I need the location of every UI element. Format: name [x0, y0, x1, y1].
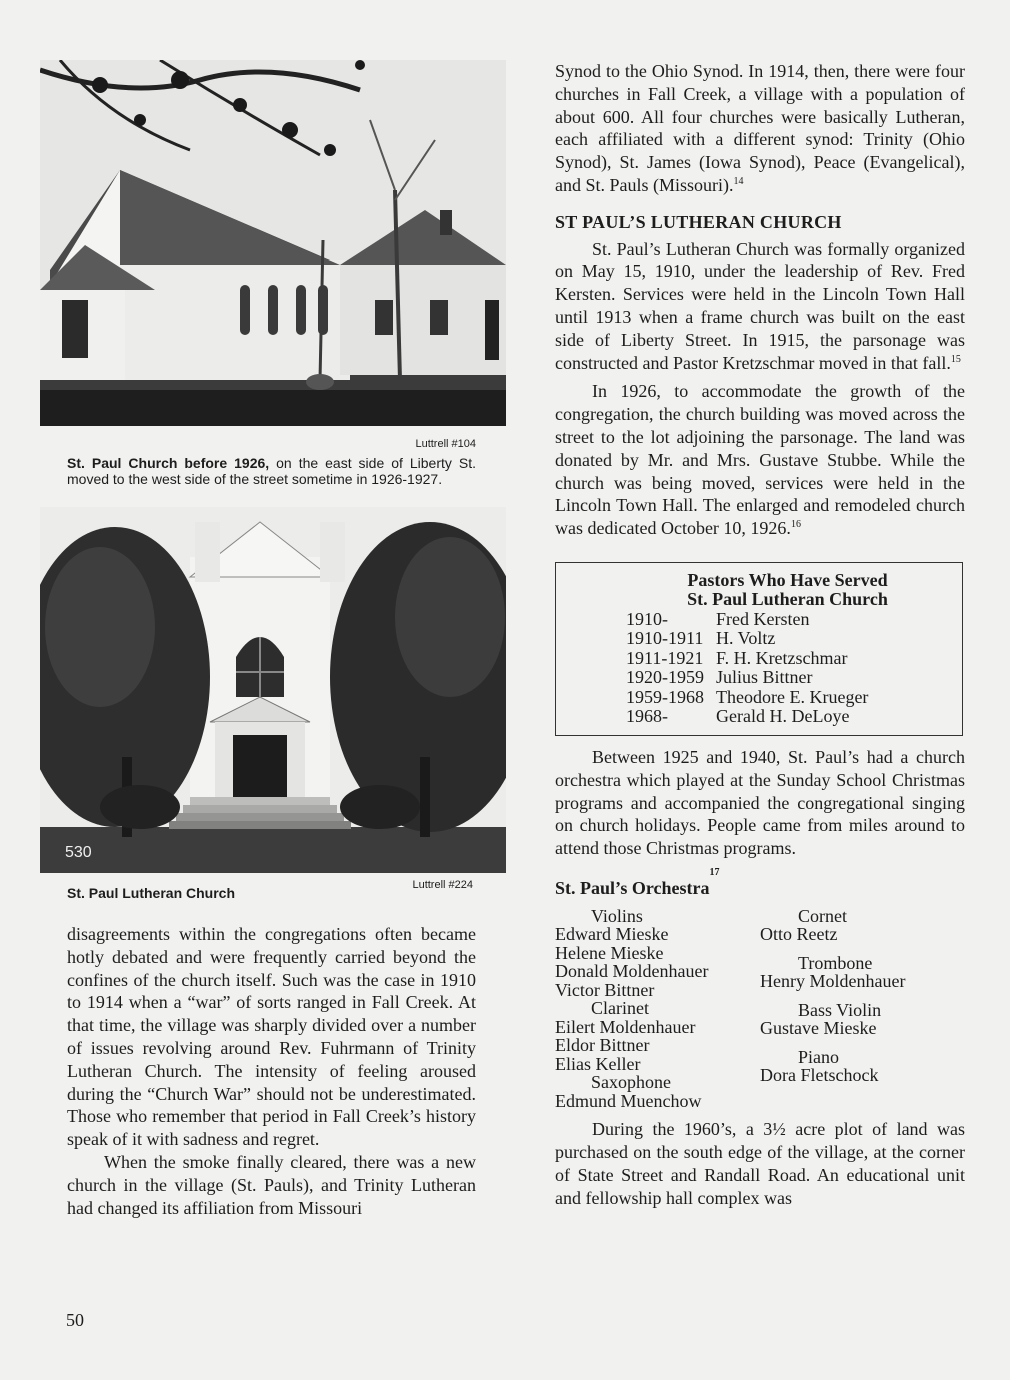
footnote-16: 16	[790, 519, 801, 531]
cornet-heading: Cornet	[798, 905, 847, 926]
musician-name: Gustave Mieske	[760, 1018, 877, 1039]
right-paragraph-1	[555, 60, 965, 197]
photo-old-church	[40, 60, 506, 426]
musician-name: Elias Keller	[555, 1053, 641, 1074]
orchestra-column-2	[760, 907, 965, 1111]
musician-name: Eldor Bittner	[555, 1035, 650, 1056]
pastors-box	[555, 562, 963, 736]
pastor-row	[626, 688, 962, 708]
right-paragraph-3-text: In 1926, to accommodate the growth of the congregation, the church building was moved across the street to the lot adjoining the parsonage. The land was donated by Mr. and Mrs. Gustave Stubbe. While the church was being moved, services were held in the Lincoln Town Hall. The enlarged and remodeled church was dedicated October 10, 1926.	[555, 381, 965, 539]
musician-name: Edmund Muenchow	[555, 1090, 702, 1111]
pastors-list	[626, 610, 962, 727]
old-church-illustration	[40, 60, 506, 426]
pastor-row	[626, 649, 962, 669]
right-paragraph-1-text: Synod to the Ohio Synod. In 1914, then, there were four churches in Fall Creek, a village with a population of about 600. All four churches were basically Lutheran, each affiliated with a different synod: Trinity (Ohio Synod), St. James (Iowa Synod), Peace (Evangelical), and St. Pauls (Missouri).	[555, 61, 965, 195]
right-paragraph-4: Between 1925 and 1940, St. Paul’s had a church orchestra which played at the Sunday School Christmas programs and accompanied the congregational singing on church holidays. People came from miles around to attend those Christmas programs.	[555, 746, 965, 859]
photo2-caption: St. Paul Lutheran Church	[67, 885, 236, 901]
left-paragraph-2: When the smoke finally cleared, there was a new church in the village (St. Pauls), and Trinity Lutheran had changed its affiliation from Missouri	[67, 1151, 476, 1218]
photo2-neg-number: 530	[65, 844, 92, 861]
violins-heading: Violins	[591, 905, 643, 926]
pastor-years: 1968-	[626, 706, 668, 727]
pastor-row	[626, 629, 962, 649]
pastor-name: Fred Kersten	[716, 608, 810, 629]
musician-name: Edward Mieske	[555, 924, 669, 945]
photo2-caption-row	[40, 879, 506, 901]
musician-name: Otto Reetz	[760, 924, 838, 945]
right-body-text	[555, 60, 965, 540]
left-paragraph-1: disagreements within the congregations often became hotly debated and were frequently carried beyond the confines of the church itself. Such was the case in 1910 to 1914 when a “war” of sorts ranged in Fall Creek. At that time, the village was sharply divided over a number of issues revolving around Rev. Fuhrmann of Trinity Lutheran Church. The intensity of feeling aroused during the “Church War” should not be underestimated. Those who remember that period in Fall Creek’s history speak of it with sadness and regret.	[67, 924, 476, 1150]
pastors-title-1: Pastors Who Have Served	[687, 569, 888, 590]
section-heading: ST PAUL’S LUTHERAN CHURCH	[555, 211, 842, 232]
right-paragraph-2	[555, 238, 965, 375]
photo-lutheran-church	[40, 507, 506, 873]
bass-heading: Bass Violin	[798, 999, 882, 1020]
violins-list	[555, 925, 760, 999]
piano-heading: Piano	[798, 1046, 840, 1067]
pastor-years: 1920-1959	[626, 667, 704, 688]
right-paragraph-3	[555, 380, 965, 540]
musician-name: Helene Mieske	[555, 942, 664, 963]
pastor-years: 1910-	[626, 608, 668, 629]
footnote-17: 17	[709, 866, 720, 878]
right-paragraph-5: During the 1960’s, a 3½ acre plot of land was purchased on the south edge of the village, at the corner of State Street and Randall Road. An educational unit and fellowship hall complex was	[555, 1119, 965, 1208]
right-paragraph-2-text: St. Paul’s Lutheran Church was formally organized on May 15, 1910, under the leadership of Rev. Fred Kersten. Services were held in the Lincoln Town Hall until 1913 when a frame church was built on the east side of Liberty Street. In 1915, the parsonage was constructed and Pastor Kretzschmar moved in that fall.	[555, 238, 965, 373]
pastor-name: H. Voltz	[716, 628, 776, 649]
musician-name: Eilert Moldenhauer	[555, 1016, 696, 1037]
lutheran-church-illustration	[40, 507, 506, 873]
trombone-list	[760, 972, 965, 991]
photo2-credit: Luttrell #224	[412, 879, 473, 891]
musician-name: Henry Moldenhauer	[760, 971, 906, 992]
pastor-row	[626, 707, 962, 727]
photo1-caption-text: on the east side of Liberty St. moved to the west side of the street sometime in 1926-1927.	[67, 455, 476, 487]
photo1-caption	[40, 455, 506, 487]
footnote-14: 14	[733, 175, 744, 187]
clarinet-list	[555, 1018, 760, 1074]
musician-name: Dora Fletschock	[760, 1065, 879, 1086]
piano-list	[760, 1066, 965, 1085]
left-body-text	[40, 923, 506, 1219]
orchestra-title	[555, 866, 965, 899]
musician-name: Donald Moldenhauer	[555, 961, 709, 982]
pastor-name: F. H. Kretzschmar	[716, 647, 848, 668]
clarinet-heading: Clarinet	[591, 998, 649, 1019]
footnote-15: 15	[950, 353, 961, 365]
pastor-years: 1959-1968	[626, 686, 704, 707]
pastor-name: Julius Bittner	[716, 667, 813, 688]
photo1-caption-bold: St. Paul Church before 1926,	[67, 455, 270, 471]
orchestra-column-1	[555, 907, 760, 1111]
pastor-years: 1910-1911	[626, 628, 704, 649]
musician-name: Victor Bittner	[555, 979, 655, 1000]
sax-heading: Saxophone	[591, 1072, 671, 1093]
pastor-name: Gerald H. DeLoye	[716, 706, 850, 727]
bass-list	[760, 1019, 965, 1038]
orchestra-intro	[555, 746, 965, 860]
right-column	[555, 60, 965, 1210]
left-column	[40, 60, 506, 1219]
closing-text	[555, 1118, 965, 1209]
photo1-credit: Luttrell #104	[415, 438, 476, 450]
pastor-name: Theodore E. Krueger	[716, 686, 869, 707]
cornet-list	[760, 925, 965, 944]
pastor-row	[626, 610, 962, 630]
page-number: 50	[66, 1310, 84, 1330]
pastors-title-2: St. Paul Lutheran Church	[687, 589, 888, 610]
orchestra-title-text: St. Paul’s Orchestra	[555, 877, 710, 898]
orchestra-list	[555, 907, 965, 1111]
pastor-row	[626, 668, 962, 688]
sax-list	[555, 1092, 760, 1111]
pastor-years: 1911-1921	[626, 647, 704, 668]
trombone-heading: Trombone	[798, 952, 873, 973]
